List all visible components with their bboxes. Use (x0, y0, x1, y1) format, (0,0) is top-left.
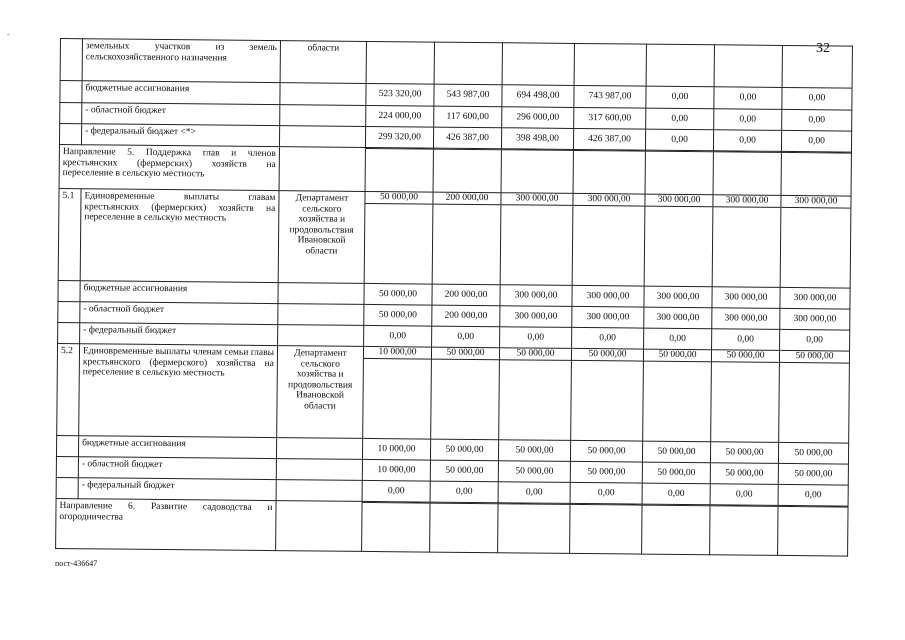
row-organization (278, 304, 364, 326)
row-organization (278, 283, 364, 305)
value-cell: 300 000,00 (780, 287, 850, 309)
value-cell: 0,00 (714, 109, 782, 131)
value-cell: 117 600,00 (434, 106, 502, 128)
row-description: бюджетные ассигнования (78, 436, 276, 459)
value-cell: 398 498,00 (501, 128, 573, 150)
value-cell: 300 000,00 (780, 308, 850, 330)
row-number (59, 124, 81, 145)
value-cell: 0,00 (645, 129, 713, 151)
row-number (56, 435, 78, 456)
value-cell: 10 000,00 (363, 346, 432, 439)
value-cell: 50 000,00 (498, 440, 570, 462)
value-cell (501, 149, 573, 194)
row-organization (276, 501, 362, 552)
row-number: 5.2 (57, 343, 80, 435)
value-cell (646, 44, 714, 87)
value-cell: 200 000,00 (432, 192, 501, 285)
value-cell: 426 387,00 (433, 127, 501, 149)
value-cell: 50 000,00 (570, 461, 642, 483)
page-number: 32 (816, 41, 830, 56)
value-cell: 300 000,00 (780, 195, 851, 288)
value-cell (781, 151, 851, 196)
value-cell: 296 000,00 (502, 107, 574, 129)
value-cell: 50 000,00 (779, 350, 850, 443)
row-description: - федеральный бюджет (80, 323, 278, 346)
value-cell: 0,00 (430, 481, 498, 503)
row-number (60, 103, 82, 124)
value-cell (710, 505, 778, 556)
value-cell: 300 000,00 (712, 195, 781, 288)
value-cell (366, 41, 434, 84)
value-cell: 300 000,00 (500, 285, 572, 307)
value-cell: 300 000,00 (500, 193, 573, 286)
value-cell: 10 000,00 (362, 438, 430, 460)
value-cell (713, 151, 781, 196)
section-heading: Направление 5. Поддержка глав и членов крестьянских (фермерских) хозяйств на переселение в сельскую местность (59, 144, 279, 190)
row-description: - областной бюджет (78, 457, 276, 480)
row-number (60, 39, 82, 81)
row-number (56, 477, 78, 498)
value-cell: 50 000,00 (430, 460, 498, 482)
value-cell: 50 000,00 (711, 350, 780, 443)
value-cell (570, 503, 642, 554)
value-cell: 300 000,00 (500, 306, 572, 328)
value-cell: 50 000,00 (364, 283, 432, 305)
value-cell: 50 000,00 (431, 347, 500, 440)
value-cell: 50 000,00 (499, 348, 572, 441)
value-cell: 200 000,00 (432, 305, 500, 327)
value-cell: 0,00 (646, 108, 714, 130)
value-cell (433, 148, 501, 193)
row-organization: Департамент сельского хозяйства и продовольствия Ивановской области (278, 191, 365, 284)
value-cell: 300 000,00 (712, 308, 780, 330)
value-cell: 0,00 (780, 329, 850, 351)
value-cell: 0,00 (712, 329, 780, 351)
row-number (58, 322, 80, 343)
value-cell: 0,00 (500, 327, 572, 349)
row-organization (280, 105, 366, 127)
value-cell: 0,00 (778, 484, 848, 506)
value-cell: 0,00 (781, 130, 851, 152)
value-cell: 50 000,00 (570, 440, 642, 462)
row-description: - областной бюджет (82, 103, 280, 126)
value-cell: 317 600,00 (574, 107, 646, 129)
value-cell (714, 45, 782, 88)
value-cell (365, 147, 433, 192)
value-cell: 0,00 (644, 328, 712, 350)
row-organization (278, 325, 364, 347)
value-cell: 0,00 (432, 326, 500, 348)
value-cell (434, 42, 502, 85)
row-number (56, 456, 78, 477)
value-cell: 426 387,00 (573, 128, 645, 150)
value-cell: 50 000,00 (430, 439, 498, 461)
row-number (58, 280, 80, 301)
value-cell: 300 000,00 (644, 194, 713, 287)
value-cell: 50 000,00 (498, 461, 570, 483)
value-cell: 50 000,00 (642, 441, 710, 463)
row-number (60, 81, 82, 103)
row-organization (280, 83, 366, 106)
row-organization (276, 438, 362, 460)
value-cell: 50 000,00 (710, 463, 778, 485)
row-description: бюджетные ассигнования (82, 81, 280, 105)
row-organization (276, 459, 362, 481)
value-cell: 0,00 (710, 484, 778, 506)
value-cell: 0,00 (572, 327, 644, 349)
value-cell (502, 43, 574, 86)
value-cell: 0,00 (782, 109, 852, 131)
row-organization (279, 126, 365, 148)
value-cell (782, 45, 852, 88)
row-number (58, 301, 80, 322)
row-description: Единовременные выплаты главам крестьянских (фермерских) хозяйств на переселение в сельскую местность (80, 189, 279, 283)
value-cell: 50 000,00 (710, 442, 778, 464)
value-cell: 0,00 (642, 483, 710, 505)
value-cell: 50 000,00 (364, 304, 432, 326)
document-code: пост-436647 (55, 559, 98, 568)
value-cell (498, 503, 570, 554)
value-cell (574, 43, 646, 86)
value-cell: 0,00 (646, 86, 714, 109)
value-cell: 0,00 (362, 480, 430, 502)
value-cell: 0,00 (364, 325, 432, 347)
value-cell: 50 000,00 (364, 191, 433, 284)
row-number: 5.1 (58, 188, 81, 280)
value-cell: 50 000,00 (642, 462, 710, 484)
scan-mark: - (7, 30, 10, 39)
budget-table-container (55, 38, 860, 586)
value-cell: 299 320,00 (365, 126, 433, 148)
row-description: Единовременные выплаты членам семьи главы крестьянского (фермерского) хозяйства на переселение в сельскую местность (79, 344, 278, 438)
value-cell: 523 320,00 (366, 83, 434, 106)
value-cell: 200 000,00 (432, 284, 500, 306)
table-row (57, 343, 850, 443)
value-cell: 0,00 (713, 130, 781, 152)
value-cell: 300 000,00 (572, 193, 645, 286)
value-cell: 50 000,00 (643, 349, 712, 442)
row-description: - федеральный бюджет <*> (81, 124, 279, 147)
value-cell: 300 000,00 (572, 285, 644, 307)
value-cell (778, 505, 848, 556)
value-cell: 300 000,00 (644, 286, 712, 308)
table-row (59, 144, 851, 196)
row-description: земельных участков из земель сельскохозяйственного назначения (82, 39, 280, 83)
value-cell (573, 149, 645, 194)
value-cell: 0,00 (714, 87, 782, 110)
value-cell (645, 150, 713, 195)
value-cell: 50 000,00 (571, 348, 644, 441)
value-cell: 50 000,00 (778, 442, 848, 464)
row-organization (279, 147, 365, 192)
table-row (58, 188, 851, 288)
value-cell (362, 501, 430, 552)
row-organization: Департамент сельского хозяйства и продовольствия Ивановской области (277, 346, 364, 439)
row-organization (276, 480, 362, 502)
value-cell: 694 498,00 (502, 85, 574, 108)
row-description: бюджетные ассигнования (80, 281, 278, 304)
row-organization: области (280, 41, 366, 84)
value-cell: 0,00 (782, 87, 852, 110)
table-row (56, 498, 848, 556)
section-heading: Направление 6. Развитие садоводства и огородничества (56, 498, 276, 550)
value-cell: 0,00 (498, 482, 570, 504)
row-description: - областной бюджет (80, 302, 278, 325)
value-cell (642, 504, 710, 555)
value-cell (430, 502, 498, 553)
value-cell: 10 000,00 (362, 459, 430, 481)
value-cell: 300 000,00 (644, 307, 712, 329)
value-cell: 0,00 (570, 482, 642, 504)
value-cell: 224 000,00 (366, 105, 434, 127)
budget-table (55, 38, 853, 557)
value-cell: 743 987,00 (574, 85, 646, 108)
value-cell: 300 000,00 (712, 287, 780, 309)
value-cell: 50 000,00 (778, 463, 848, 485)
value-cell: 300 000,00 (572, 306, 644, 328)
row-description: - федеральный бюджет (78, 478, 276, 501)
value-cell: 543 987,00 (434, 84, 502, 107)
